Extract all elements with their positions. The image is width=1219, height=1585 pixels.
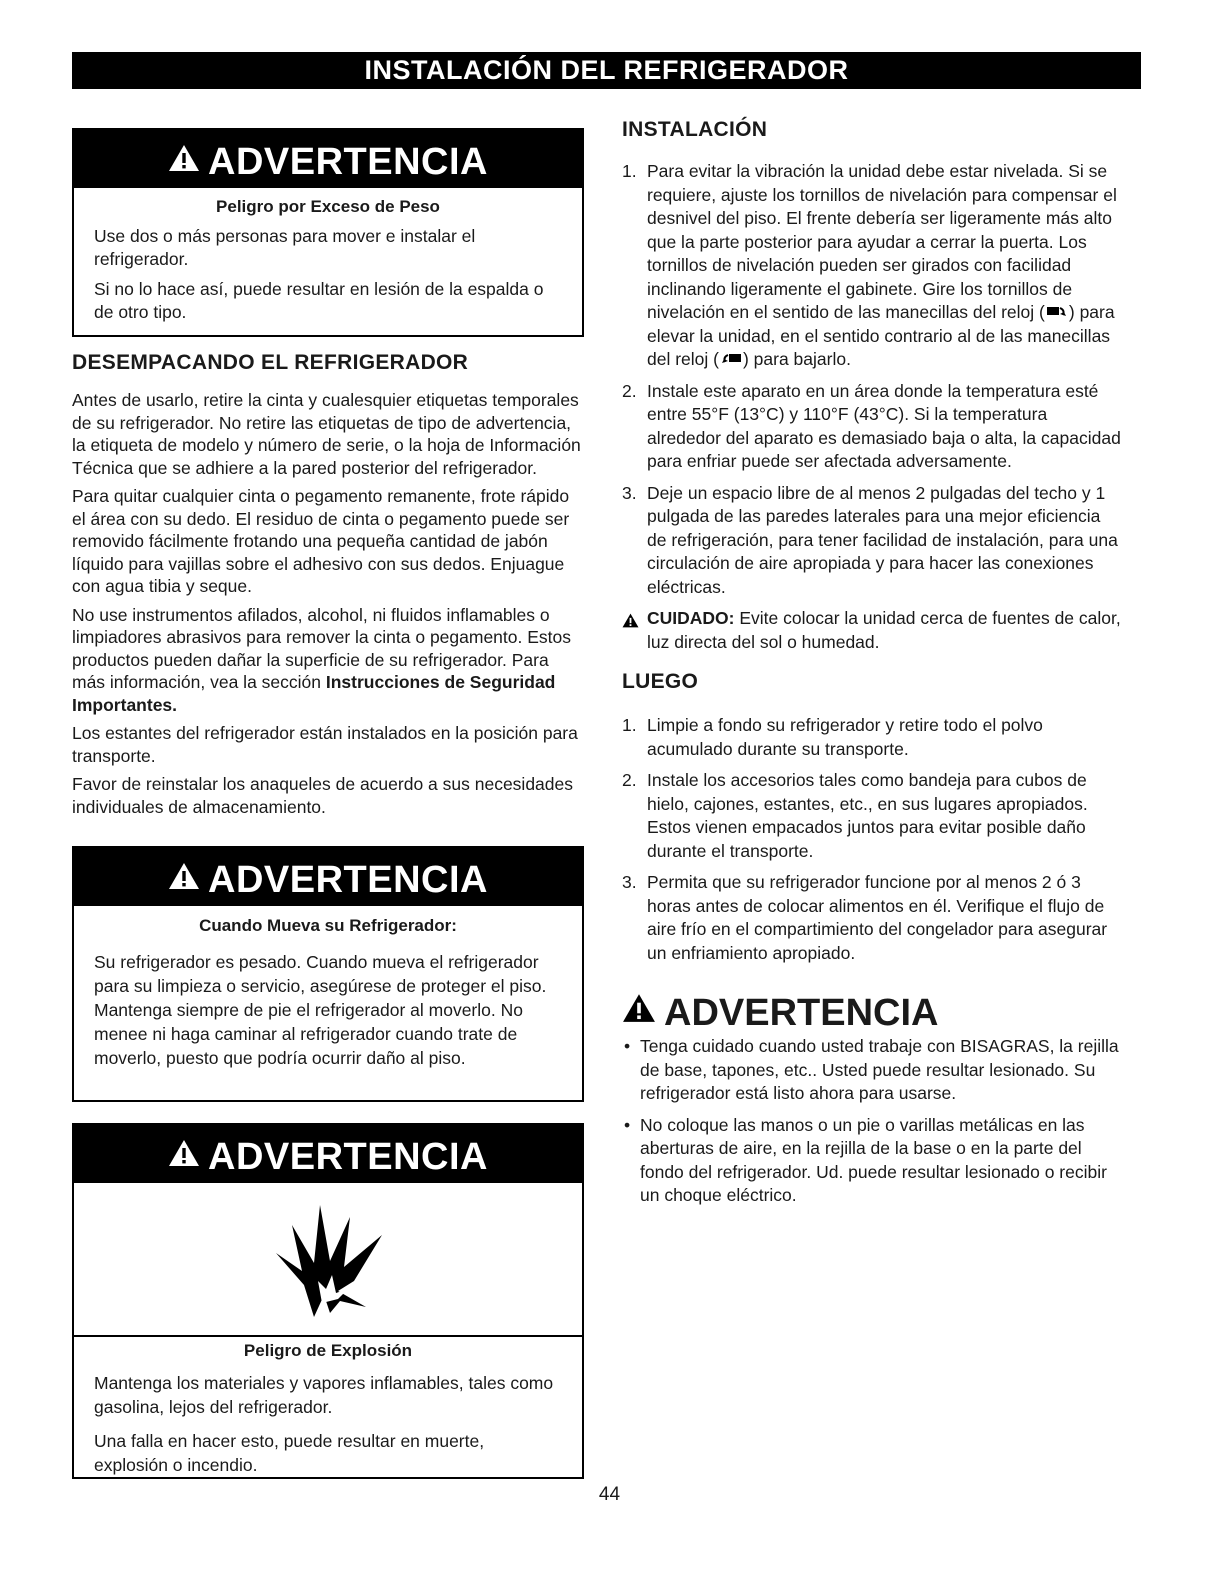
paragraph: Antes de usarlo, retire la cinta y cualesquier etiquetas temporales de su refrigerador. No retire las etiquetas de tipo de advertencia, la etiqueta de modelo y número de serie, o la hoja de Información Técnica que se adhiere a la pared posterior del refrigerador. <box>72 390 581 478</box>
warning-title: ADVERTENCIA <box>208 1136 488 1178</box>
list-item: 2. Instale este aparato en un área donde la temperatura esté entre 55°F (13°C) y 110°F (43°C). Si la temperatura alrededor del aparato es demasiado baja o alta, la capacidad para enfriar puede ser afectada adversamente. <box>622 380 1121 471</box>
then-steps <box>622 714 1122 965</box>
warning-triangle-icon <box>168 848 200 908</box>
warning-header <box>74 130 582 188</box>
list-item: 1. Para evitar la vibración la unidad debe estar nivelada. Si se requiere, ajuste los tornillos de nivelación para compensar el desnivel del piso. El frente debería ser ligeramente más alto que la parte posterior para ayudar a cerrar la puerta. Los tornillos de nivelación pueden ser girados con facilidad inclinando ligeramente el gabinete. Gire los tornillos de nivelación en el sentido de las manecillas del reloj ( ) para elevar la unidad, en el sentido contrario al de las manecillas del reloj ( ) para bajarlo. <box>622 161 1117 369</box>
warning-text: Una falla en hacer esto, puede resultar en muerte, explosión o incendio. <box>94 1431 485 1475</box>
warning-triangle-icon <box>168 130 200 190</box>
right-column <box>622 118 1122 1216</box>
warning-heading: ADVERTENCIA <box>622 991 1122 1033</box>
warning-header <box>74 848 582 906</box>
warning-text: Su refrigerador es pesado. Cuando mueva el refrigerador para su limpieza o servicio, asegúrese de proteger el piso. Mantenga siempre de pie el refrigerador al moverlo. No menee ni haga caminar al refrigerador cuando trate de moverlo, puesto que podría ocurrir daño al piso. <box>94 952 547 1068</box>
caution-note: CUIDADO: Evite colocar la unidad cerca de fuentes de calor, luz directa del sol o humedad. <box>622 607 1122 654</box>
warning-title: ADVERTENCIA <box>208 859 488 901</box>
warning-subtitle: Peligro de Explosión <box>243 1341 413 1360</box>
warning-text: Use dos o más personas para mover e instalar el refrigerador. <box>94 226 476 269</box>
warning-box-explosion <box>72 1123 584 1479</box>
list-item: 1. Limpie a fondo su refrigerador y retire todo el polvo acumulado durante su transporte. <box>622 715 1043 759</box>
warning-box-weight <box>72 128 584 337</box>
warning-text: Si no lo hace así, puede resultar en lesión de la espalda o de otro tipo. <box>94 279 544 322</box>
warning-title: ADVERTENCIA <box>208 141 488 183</box>
paragraph: Para quitar cualquier cinta o pegamento remanente, frote rápido el área con su dedo. El residuo de cinta o pegamento puede ser removido fácilmente frotando una pequeña cantidad de jabón líquido para vajillas sobre el adhesivo con sus dedos. Enjuague con agua tibia y seque. <box>72 486 570 596</box>
list-item: • No coloque las manos o un pie o varillas metálicas en las aberturas de aire, en la rejilla de la base o en la parte del fondo del refrigerador. Ud. puede resultar lesionado o recibir un choque eléctrico. <box>624 1114 1107 1205</box>
paragraph-text: No use instrumentos afilados, alcohol, ni fluidos inflamables o limpiadores abrasivos para remover la cinta o pegamento. Estos productos pueden dañar la superficie de su refrigerador. Para más información, vea la sección <box>72 604 571 692</box>
warning-text: Mantenga los materiales y vapores inflamables, tales como gasolina, lejos del refrigerador. <box>94 1373 554 1417</box>
then-heading: LUEGO <box>622 670 699 693</box>
warning-triangle-icon <box>622 611 639 635</box>
warning-triangle-icon <box>168 1125 200 1185</box>
list-item: 2. Instale los accesorios tales como bandeja para cubos de hielo, cajones, estantes, etc., en sus lugares apropiados. Estos vienen empacados juntos para evitar posible daño durante el transporte. <box>622 770 1088 861</box>
list-item: • Tenga cuidado cuando usted trabaje con BISAGRAS, la rejilla de base, tapones, etc.. Usted puede resultar lesionado. Su refrigerador está listo ahora para usarse. <box>624 1036 1119 1103</box>
installation-heading: INSTALACIÓN <box>622 118 768 141</box>
warning-subtitle: Peligro por Exceso de Peso <box>216 197 440 216</box>
warning-box-moving <box>72 846 584 1102</box>
paragraph: Favor de reinstalar los anaqueles de acuerdo a sus necesidades individuales de almacenamiento. <box>72 774 574 817</box>
paragraph: Los estantes del refrigerador están instalados en la posición para transporte. <box>72 723 578 766</box>
warning-bullets <box>622 1035 1122 1208</box>
caution-label: CUIDADO: <box>647 608 735 628</box>
warning-triangle-icon <box>622 991 656 1031</box>
warning-subtitle: Cuando Mueva su Refrigerador: <box>199 916 457 935</box>
installation-steps <box>622 160 1122 599</box>
section-header: INSTALACIÓN DEL REFRIGERADOR <box>72 52 1141 89</box>
counterclockwise-icon <box>719 349 743 369</box>
list-item: 3. Deje un espacio libre de al menos 2 pulgadas del techo y 1 pulgada de las paredes laterales para una mejor eficiencia de refrigeración, para tener facilidad de instalación, para una circulación de aire apropiada y para hacer las conexiones eléctricas. <box>622 482 1118 597</box>
explosion-icon <box>74 1183 582 1335</box>
paragraph <box>72 604 584 717</box>
list-item: 3. Permita que su refrigerador funcione por al menos 2 ó 3 horas antes de colocar alimentos en él. Verifique el flujo de aire frío en el compartimiento del congelador para asegurar un enfriamiento apropiado. <box>622 872 1108 963</box>
page-number: 44 <box>598 1484 621 1505</box>
unpacking-heading: DESEMPACANDO EL REFRIGERADOR <box>72 351 469 374</box>
safety-instructions-reference: Instrucciones de Seguridad Importantes. <box>72 672 556 715</box>
clockwise-icon <box>1045 302 1069 322</box>
warning-header <box>74 1125 582 1183</box>
left-column <box>72 128 584 1475</box>
